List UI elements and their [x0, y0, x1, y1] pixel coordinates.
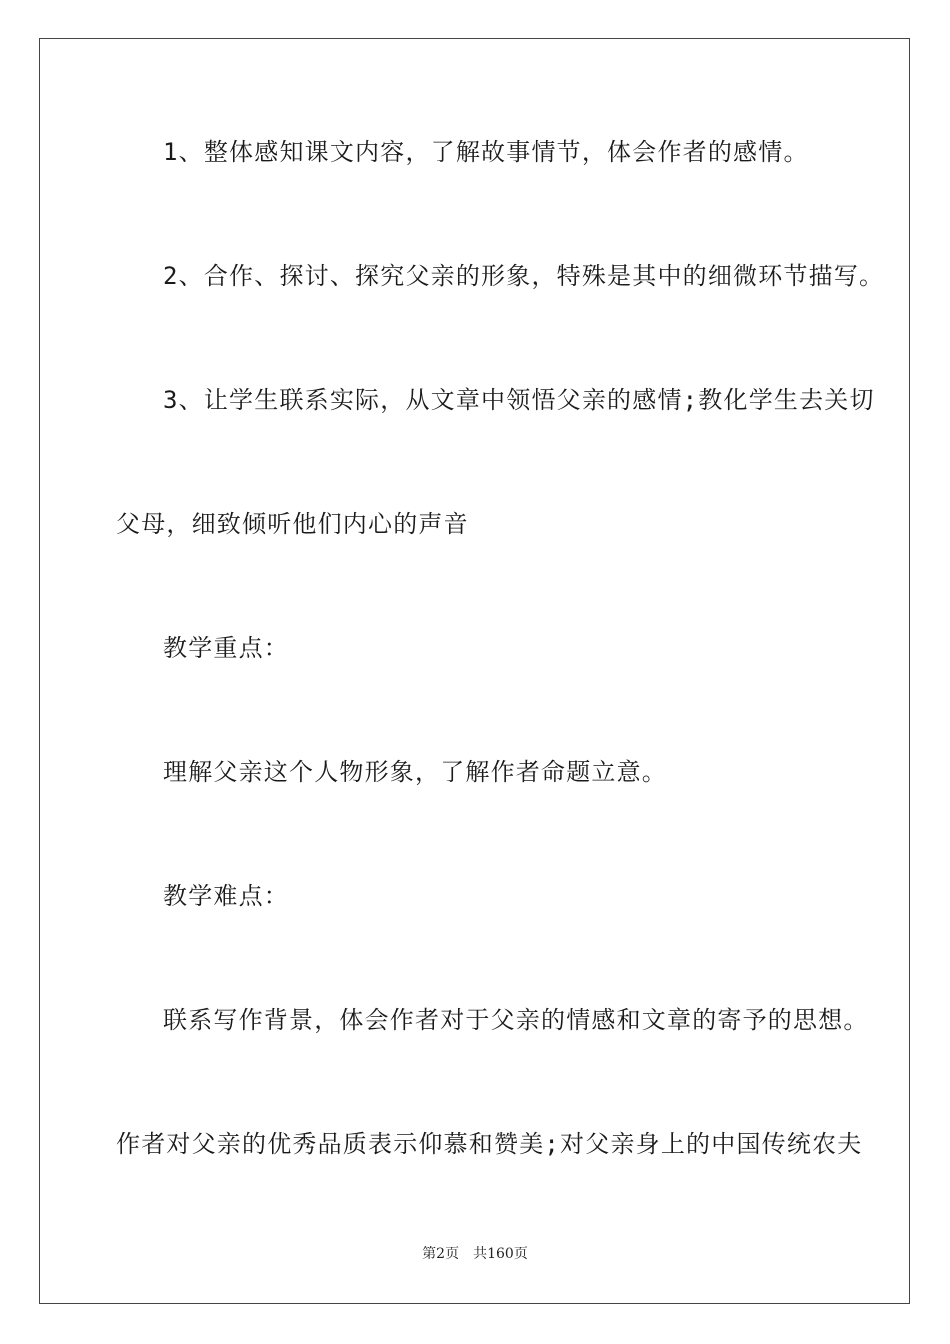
paragraph-objective-2: 2、合作、探讨、探究父亲的形象，特殊是其中的细微环节描写。 — [163, 262, 885, 290]
paragraph-teaching-focus: 理解父亲这个人物形象，了解作者命题立意。 — [163, 758, 667, 786]
page-frame — [39, 38, 910, 1304]
paragraph-objective-3-continued: 父母，细致倾听他们内心的声音 — [116, 510, 469, 538]
page-total: 共160页 — [473, 1246, 528, 1262]
paragraph-author-attitude: 作者对父亲的优秀品质表示仰慕和赞美;对父亲身上的中国传统农夫 — [116, 1130, 863, 1158]
page-footer — [0, 1244, 950, 1264]
paragraph-objective-1: 1、整体感知课文内容，了解故事情节，体会作者的感情。 — [163, 138, 809, 166]
paragraph-objective-3: 3、让学生联系实际，从文章中领悟父亲的感情;教化学生去关切 — [163, 386, 875, 414]
heading-teaching-focus: 教学重点： — [163, 634, 289, 662]
heading-teaching-difficulty: 教学难点： — [163, 882, 289, 910]
page-number: 第2页 — [422, 1246, 460, 1262]
paragraph-teaching-difficulty: 联系写作背景，体会作者对于父亲的情感和文章的寄予的思想。 — [163, 1006, 869, 1034]
